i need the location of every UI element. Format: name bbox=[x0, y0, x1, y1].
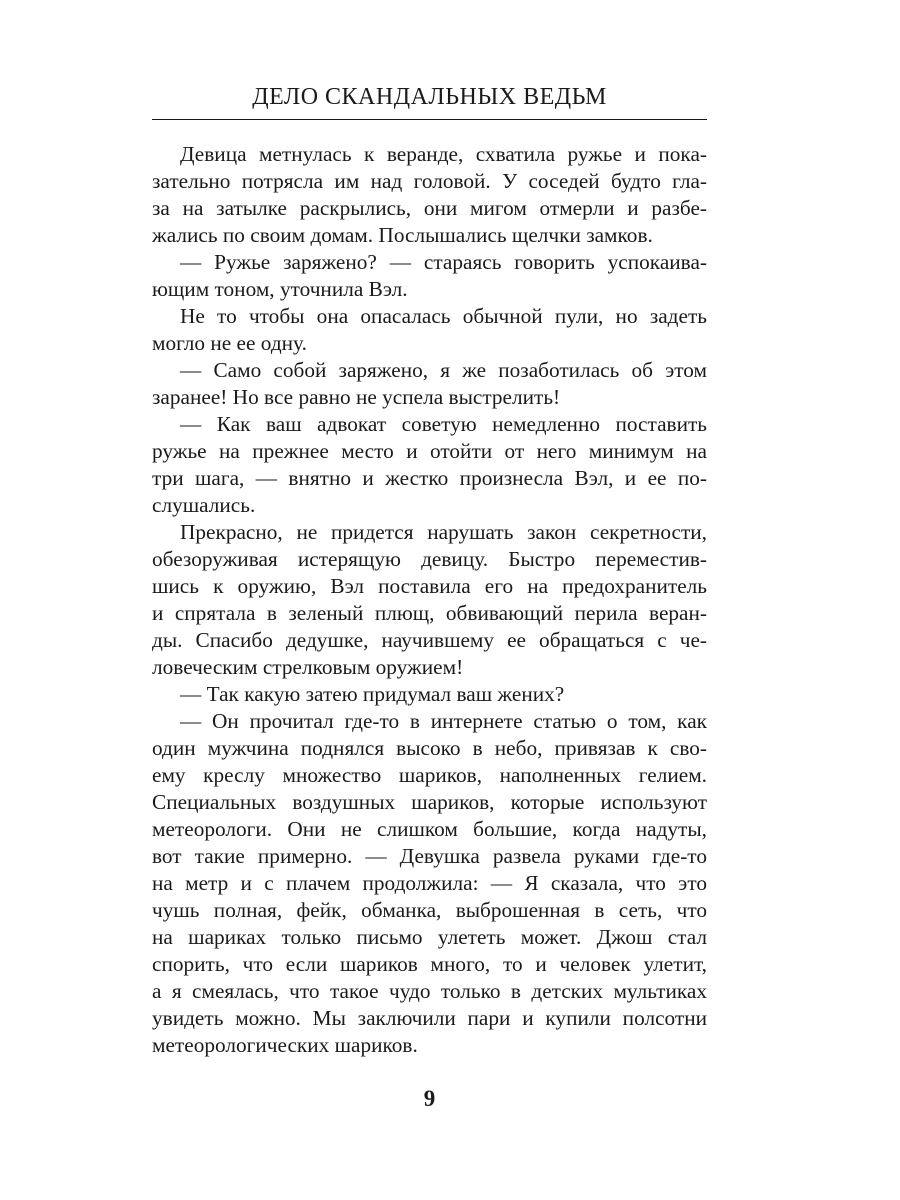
text-line: — Он прочитал где-то в интернете статью о том, как bbox=[180, 709, 707, 733]
text-line: Прекрасно, не придется нарушать закон секретности, bbox=[180, 520, 707, 544]
text-line: могло не ее одну. bbox=[152, 331, 307, 355]
text-line: Не то чтобы она опасалась обычной пули, но задеть bbox=[180, 304, 707, 328]
text-line: Специальных воздушных шариков, которые используют bbox=[152, 790, 707, 814]
text-line: за на затылке раскрылись, они мигом отмерли и разбе- bbox=[152, 196, 707, 220]
text-line: заранее! Но все равно не успела выстрелить! bbox=[152, 385, 561, 409]
text-line: увидеть можно. Мы заключили пари и купили полсотни bbox=[152, 1006, 707, 1030]
text-line: слушались. bbox=[152, 493, 256, 517]
header-rule bbox=[152, 119, 707, 120]
text-line: ружье на прежнее место и отойти от него минимум на bbox=[152, 439, 707, 463]
text-line: на шариках только письмо улететь может. Джош стал bbox=[152, 925, 707, 949]
text-line: жались по своим домам. Послышались щелчки замков. bbox=[152, 223, 653, 247]
text-line: спорить, что если шариков много, то и человек улетит, bbox=[152, 952, 707, 976]
text-line: метеорологи. Они не слишком большие, когда надуты, bbox=[152, 817, 707, 841]
body-text bbox=[152, 141, 707, 1059]
text-line: а я смеялась, что такое чудо только в детских мультиках bbox=[152, 979, 707, 1003]
text-line: метеорологических шариков. bbox=[152, 1033, 418, 1057]
running-title: ДЕЛО СКАНДАЛЬНЫХ ВЕДЬМ bbox=[252, 84, 607, 110]
text-line: шись к оружию, Вэл поставила его на предохранитель bbox=[152, 574, 707, 598]
text-line: ющим тоном, уточнила Вэл. bbox=[152, 277, 408, 301]
text-line: ды. Спасибо дедушке, научившему ее обращаться с че- bbox=[152, 628, 707, 652]
page-number: 9 bbox=[423, 1086, 436, 1111]
text-line: — Ружье заряжено? — стараясь говорить успокаива- bbox=[180, 250, 707, 274]
text-line: ловеческим стрелковым оружием! bbox=[152, 655, 464, 679]
text-line: ему креслу множество шариков, наполненных гелием. bbox=[152, 763, 707, 787]
text-line: — Само собой заряжено, я же позаботилась об этом bbox=[180, 358, 707, 382]
text-line: и спрятала в зеленый плющ, обвивающий перила веран- bbox=[152, 601, 707, 625]
text-line: Девица метнулась к веранде, схватила ружье и пока- bbox=[180, 142, 707, 166]
text-line: на метр и с плачем продолжила: — Я сказала, что это bbox=[152, 871, 707, 895]
text-line: — Как ваш адвокат советую немедленно поставить bbox=[180, 412, 707, 436]
text-line: — Так какую затею придумал ваш жених? bbox=[180, 682, 565, 706]
text-line: вот такие примерно. — Девушка развела руками где-то bbox=[152, 844, 707, 868]
text-line: чушь полная, фейк, обманка, выброшенная в сеть, что bbox=[152, 898, 707, 922]
text-line: три шага, — внятно и жестко произнесла Вэл, и ее по- bbox=[152, 466, 707, 490]
text-line: обезоруживая истерящую девицу. Быстро переместив- bbox=[152, 547, 707, 571]
text-line: один мужчина поднялся высоко в небо, привязав к сво- bbox=[152, 736, 707, 760]
text-line: зательно потрясла им над головой. У соседей будто гла- bbox=[152, 169, 707, 193]
